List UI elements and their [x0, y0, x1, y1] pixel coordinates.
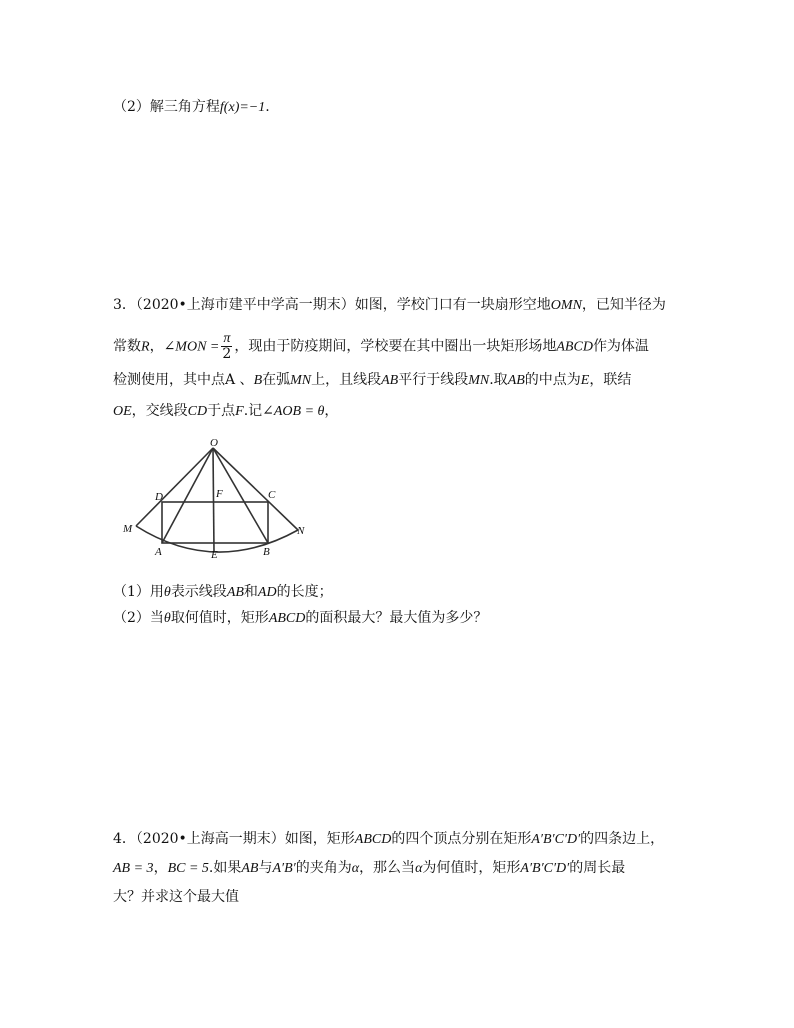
q3-math: θ: [163, 611, 171, 626]
q3-math: CD: [187, 404, 208, 419]
q4-text: 的四个顶点分别在矩形: [391, 831, 532, 847]
q3-text: 和: [243, 584, 258, 600]
q3-math: OE: [113, 404, 132, 419]
radius-om: [136, 448, 213, 526]
q4-line-2: [113, 859, 625, 878]
q3-text: （1）用: [113, 584, 164, 600]
q3-math: AB: [226, 585, 244, 600]
q4-math: A′B′: [272, 861, 296, 876]
q3-text: 的中点为: [524, 372, 581, 388]
label-o: O: [210, 437, 218, 449]
q3-math: ABCD: [268, 611, 306, 626]
q4-math: AB: [241, 861, 259, 876]
fraction-denominator: 2: [222, 346, 232, 362]
q3-text: .记: [243, 403, 263, 419]
label-f: F: [216, 488, 223, 500]
rectangle-abcd: [162, 502, 268, 543]
q2-part2-line: [113, 98, 270, 117]
q3-math: θ: [163, 585, 171, 600]
q3-math: ABCD: [556, 339, 593, 355]
q3-text: ，: [149, 338, 164, 355]
q2-part2-equation: f(x)=−1: [219, 100, 266, 115]
q3-line-1: [113, 296, 666, 315]
q3-text: 的面积最大？最大值为多少？: [305, 610, 488, 626]
q4-math: α: [351, 861, 360, 876]
q4-text: 大？并求这个最大值: [113, 889, 239, 905]
q4-text: 的周长最: [569, 860, 626, 876]
q3-text: 常数: [113, 338, 141, 355]
q3-math: AB: [381, 373, 399, 388]
q3-text: 于点: [207, 403, 236, 419]
q3-text: 平行于线段: [398, 372, 469, 388]
label-d: D: [155, 491, 163, 503]
q4-line-3: [113, 888, 239, 906]
q4-text: 的夹角为: [295, 860, 352, 876]
q3-line-3: [113, 371, 631, 390]
q2-part2-suffix: .: [265, 99, 270, 115]
q3-text: .取: [489, 372, 508, 388]
q4-text: 为何值时，矩形: [422, 860, 521, 876]
q3-sub2: [113, 609, 487, 628]
q3-math: ∠AOB = θ: [262, 404, 325, 419]
q4-text: 的四条边上，: [580, 831, 665, 847]
q4-text: ，: [153, 860, 168, 876]
q3-text: （2）当: [113, 610, 164, 626]
q4-math: ABCD: [354, 832, 392, 847]
q3-text: 上，且线段: [311, 372, 382, 388]
q4-math: A′B′C′D′: [531, 832, 581, 847]
q3-line-2: [113, 332, 649, 361]
sector-rectangle-figure: [110, 436, 320, 568]
q4-math: α: [415, 861, 423, 876]
q4-math: BC = 5: [167, 861, 209, 876]
q3-math: F: [235, 404, 244, 419]
q4-math: AB = 3: [113, 861, 154, 876]
q4-text: 4．（2020•上海高一期末）如图，矩形: [113, 831, 355, 847]
q3-math: ∠MON =: [163, 339, 220, 355]
q3-text: ，已知半径为: [581, 297, 666, 313]
q3-text: 3．（2020•上海市建平中学高一期末）如图，学校门口有一块扇形空地: [113, 297, 551, 313]
q2-part2-prefix: （2）解三角方程: [113, 99, 220, 115]
q3-math: MN: [290, 373, 312, 388]
q3-math: E: [580, 373, 590, 388]
q3-text: 在弧: [262, 372, 291, 388]
q3-text: ，联结: [589, 372, 632, 388]
q3-math: OMN: [550, 298, 582, 313]
q3-math: B: [253, 373, 263, 388]
label-e: E: [211, 549, 218, 561]
q3-text: ，: [324, 403, 339, 419]
q3-text: 取何值时，矩形: [170, 610, 269, 626]
segment-oe: [213, 448, 214, 552]
q4-text: ，那么当: [359, 860, 416, 876]
label-b: B: [263, 546, 270, 558]
pi-over-2-fraction: [221, 332, 232, 361]
label-m: M: [123, 523, 133, 535]
q3-line-4: [113, 402, 338, 421]
q4-line-1: [113, 830, 664, 849]
q3-text: 表示线段: [170, 584, 227, 600]
q4-math: A′B′C′D′: [520, 861, 570, 876]
fraction-numerator: π: [223, 331, 231, 346]
label-a: A: [155, 546, 162, 558]
q3-text: 的长度；: [276, 584, 333, 600]
q3-math: AD: [257, 585, 277, 600]
q3-math: AB: [507, 373, 525, 388]
segment-oa: [162, 448, 213, 543]
q3-text: 检测使用，其中点A 、: [113, 372, 254, 388]
q3-text: 作为体温: [592, 338, 649, 355]
q3-math: MN: [468, 373, 490, 388]
q4-text: .如果: [208, 860, 242, 876]
q3-text: ，交线段: [131, 403, 188, 419]
q3-sub1: [113, 583, 333, 602]
q3-text: ，现由于防疫期间，学校要在其中圈出一块矩形场地: [234, 338, 557, 355]
radius-on: [213, 448, 298, 530]
label-c: C: [268, 489, 276, 501]
q3-math: R: [141, 339, 150, 355]
label-n: N: [297, 525, 305, 537]
q4-text: 与: [258, 860, 273, 876]
